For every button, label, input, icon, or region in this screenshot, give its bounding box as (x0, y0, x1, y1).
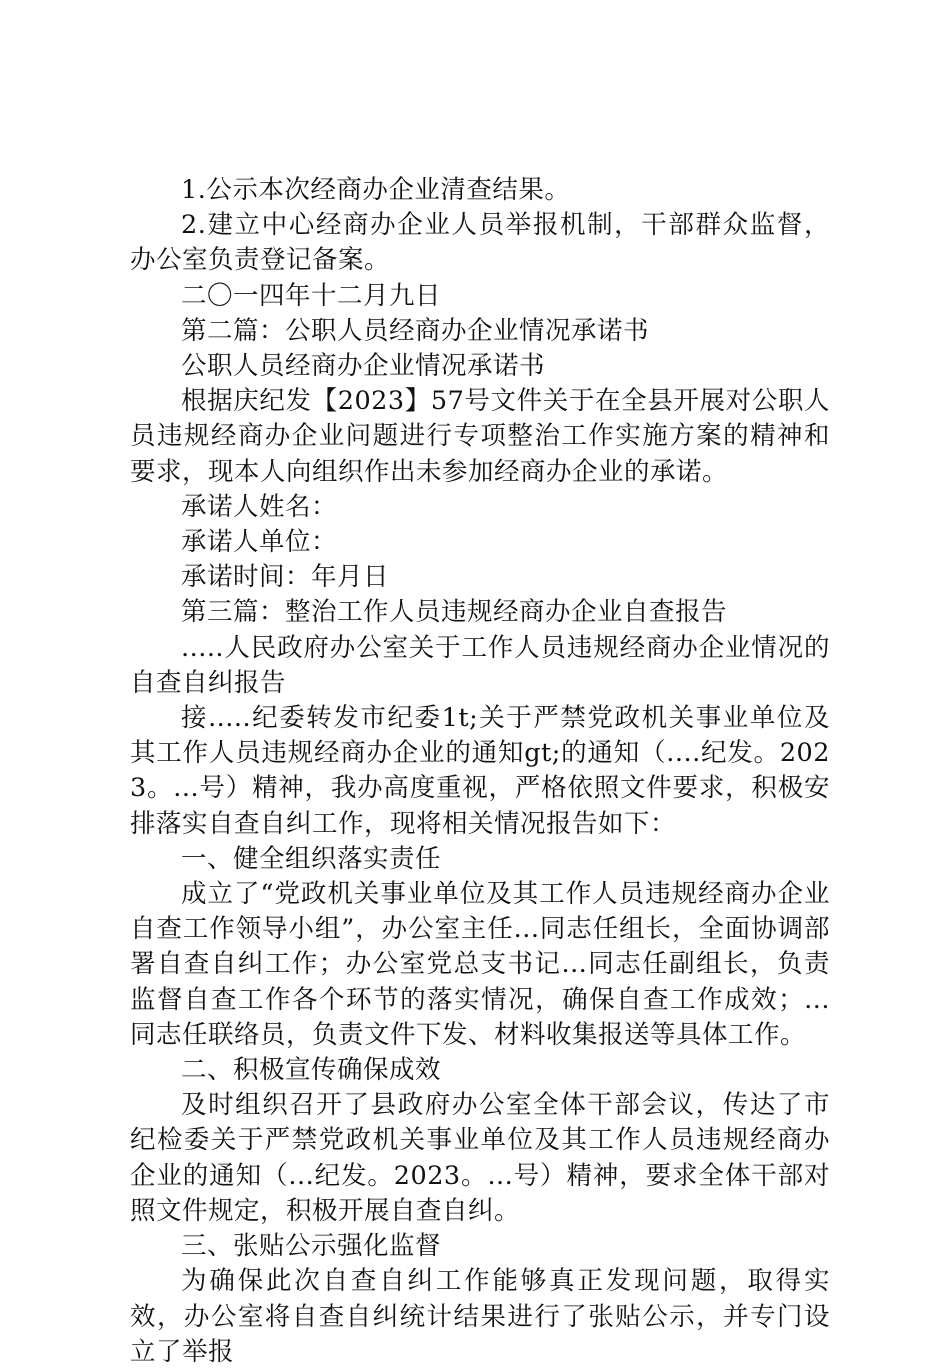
paragraph-organization: 成立了“党政机关事业单位及其工作人员违规经商办企业自查工作领导小组”，办公室主任...同志任组长，全面协调部署自查自纠工作；办公室党总支书记...同志任副组长，负责监督自查工作各个环节的落实情况，确保自查工作成效；...同志任联络员，负责文件下发、材料收集报送等具体工作。 (130, 879, 830, 1050)
document-body (130, 173, 830, 1370)
paragraph-publicity: 及时组织召开了县政府办公室全体干部会议，传达了市纪检委关于严禁党政机关事业单位及其工作人员违规经商办企业的通知（...纪发。2023。...号）精神，要求全体干部对照文件规定，积极开展自查自纠。 (130, 1090, 830, 1226)
subheading-1: 一、健全组织落实责任 (181, 843, 442, 874)
list-item-2: 2.建立中心经商办企业人员举报机制，干部群众监督，办公室负责登记备案。 (130, 210, 830, 276)
list-item-1: 1.公示本次经商办企业清查结果。 (181, 175, 571, 205)
section-heading-3: 第三篇：整治工作人员违规经商办企业自查报告 (181, 597, 728, 628)
report-title: .....人民政府办公室关于工作人员违规经商办企业情况的自查自纠报告 (130, 632, 830, 698)
section-heading-2: 第二篇：公职人员经商办企业情况承诺书 (181, 315, 650, 346)
pledger-unit-field: 承诺人单位： (181, 527, 338, 558)
doc-title-pledge: 公职人员经商办企业情况承诺书 (181, 351, 546, 382)
paragraph-pledge: 根据庆纪发【2023】57号文件关于在全县开展对公职人员违规经商办企业问题进行专项整治工作实施方案的精神和要求，现本人向组织作出未参加经商办企业的承诺。 (130, 386, 830, 487)
pledger-name-field: 承诺人姓名： (181, 491, 338, 522)
paragraph-intro: 接.....纪委转发市纪委1t;关于严禁党政机关事业单位及其工作人员违规经商办企业的通知gt;的通知（....纪发。2023。...号）精神，我办高度重视，严格依照文件要求，积极安排落实自查自纠工作，现将相关情况报告如下： (130, 703, 830, 839)
subheading-2: 二、积极宣传确保成效 (181, 1055, 442, 1086)
date-line: 二〇一四年十二月九日 (181, 280, 442, 311)
subheading-3: 三、张贴公示强化监督 (181, 1231, 442, 1262)
paragraph-supervision: 为确保此次自查自纠工作能够真正发现问题，取得实效，办公室将自查自纠统计结果进行了张贴公示，并专门设立了举报 (130, 1266, 830, 1367)
pledge-date-field: 承诺时间：年月日 (181, 562, 390, 593)
